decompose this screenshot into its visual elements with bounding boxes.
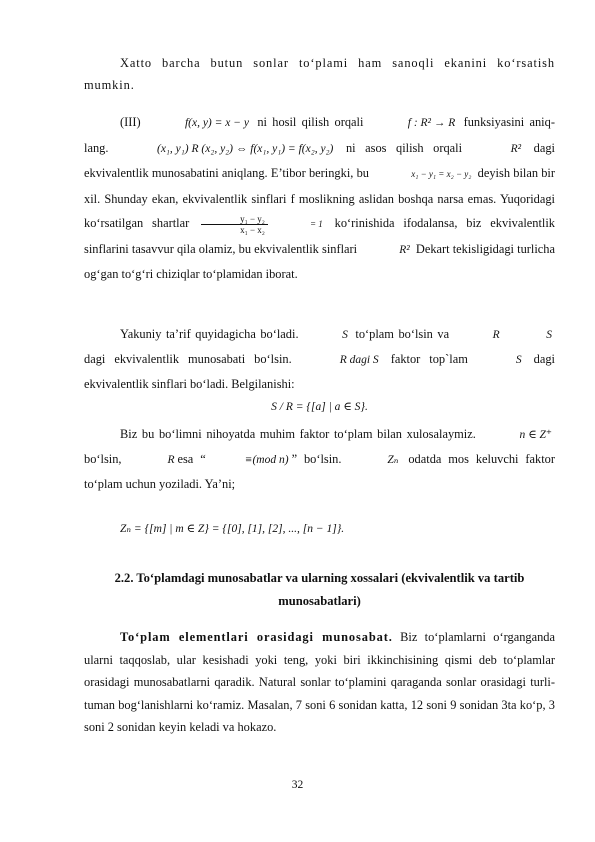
- r-squared-symbol: R²: [399, 243, 410, 256]
- relation-r-symbol: R: [492, 329, 500, 341]
- r-dagi-s-formula: R dagi S: [339, 354, 379, 366]
- relation-r-symbol: R: [167, 454, 175, 466]
- text: dagi ekvivalentlik sinflari bo‘ladi. Belgilanishi:: [84, 352, 555, 391]
- zn-symbol: Zₙ: [387, 454, 399, 466]
- para5-body-text: Biz to‘plamlarni o‘rganganda ularni taqqoslab, ular kesishadi yoki teng, yoki biri ikkinchisining qismi deb to‘plamlar orasidagi munosabatlarni qaradik. Natural sonlar to‘plamini qaraganda sonlar orasidagi turli-tuman bog‘lanishlarni ko‘ramiz. Masalan, 7 soni 6 sonidan katta, 12 soni 9 sonidan 3ta ko‘p, 3 soni 2 sonidan keyin keladi va hokazo.: [84, 630, 555, 735]
- text: ko‘rinishida ifodalansa, biz ekvivalentlik sinflarini tasavvur qila olamiz, bu ekvivalentlik sinflari: [84, 216, 555, 256]
- text: odatda mos keluvchi faktor to‘plam uchun yoziladi. Ya’ni;: [84, 452, 555, 491]
- text: Yakuniy ta’rif quyidagicha bo‘ladi.: [120, 327, 299, 341]
- bold-lead-in: To‘plam elementlari orasidagi munosabat.: [120, 630, 393, 644]
- text: to‘plam bo‘lsin va: [355, 327, 450, 341]
- text: bo‘lsin,: [84, 452, 122, 466]
- set-s-symbol: S: [515, 354, 522, 366]
- para1-text: Xatto barcha butun sonlar to‘plami ham sanoqli ekanini ko‘rsatish mumkin.: [84, 56, 555, 92]
- n-in-z-plus-formula: n ∈ Z⁺: [519, 429, 552, 441]
- fraction-numerator: y₁ − y₂: [201, 214, 268, 225]
- text: deyish bilan bir xil. Shunday ekan, ekvivalentlik sinflari f moslikning aslidan boshqa narsa emas. Yuqoridagi ko‘rsatilgan shartlar: [84, 166, 556, 230]
- fraction-denominator: x₁ − x₂: [240, 224, 265, 235]
- relation-formula: (x₁, y₁) R (x₂, y₂) ⇔ f(x₁, y₁) = f(x₂, y₂): [157, 142, 334, 155]
- r-squared-symbol: R²: [510, 142, 522, 155]
- paragraph-countable-integers: [84, 52, 555, 96]
- factor-set-formula: S / R = {[a] | a ∈ S}.: [271, 401, 368, 413]
- text: ni hosil qilish orqali: [257, 115, 364, 129]
- set-s-symbol: S: [342, 329, 348, 341]
- set-s-symbol: S: [546, 329, 552, 341]
- paragraph-example-iii: [84, 110, 555, 287]
- function-definition-formula: f(x, y) = x − y: [184, 117, 249, 129]
- text: dagi ekvivalentlik munosabati bo‘lsin.: [84, 352, 292, 366]
- paragraph-modulo-factor-set: [84, 422, 555, 496]
- text: Biz bu bo‘limni nihoyatda muhim faktor to‘plam bilan xulosalaymiz.: [120, 427, 476, 441]
- paragraph-relations-between-elements: [84, 626, 555, 739]
- page-number: 32: [291, 779, 304, 791]
- text: funksiyasini aniq-lang.: [84, 115, 555, 155]
- fraction-equals-one: = 1: [309, 219, 323, 229]
- text: ni asos qilish orqali: [345, 140, 463, 155]
- paragraph-final-definition: [84, 322, 555, 396]
- text: ” bo‘lsin.: [291, 452, 342, 466]
- text: faktor top`lam: [390, 352, 468, 366]
- example-label: (III): [120, 115, 141, 129]
- congruence-mod-n-formula: ≡(mod n): [244, 454, 289, 466]
- text: dagi ekvivalentlik munosabatini aniqlang. E’tibor beringki, bu: [84, 140, 555, 180]
- difference-equation: x₁ − y₁ = x₂ − y₂: [411, 169, 472, 179]
- text: Dekart tekisligidagi turlicha og‘gan to‘g‘ri chiziqlar to‘plamidan iborat.: [84, 241, 555, 281]
- text: esa “: [177, 452, 206, 466]
- slope-fraction: [201, 214, 268, 235]
- section-heading: 2.2. To‘plamdagi munosabatlar va ularning xossalari (ekvivalentlik va tartib munosabatlari): [114, 571, 525, 608]
- zn-definition-formula: Zₙ = {[m] | m ∈ Z} = {[0], [1], [2], ..., [n − 1]}.: [120, 523, 345, 535]
- function-mapping-formula: f : R² → R: [407, 117, 456, 129]
